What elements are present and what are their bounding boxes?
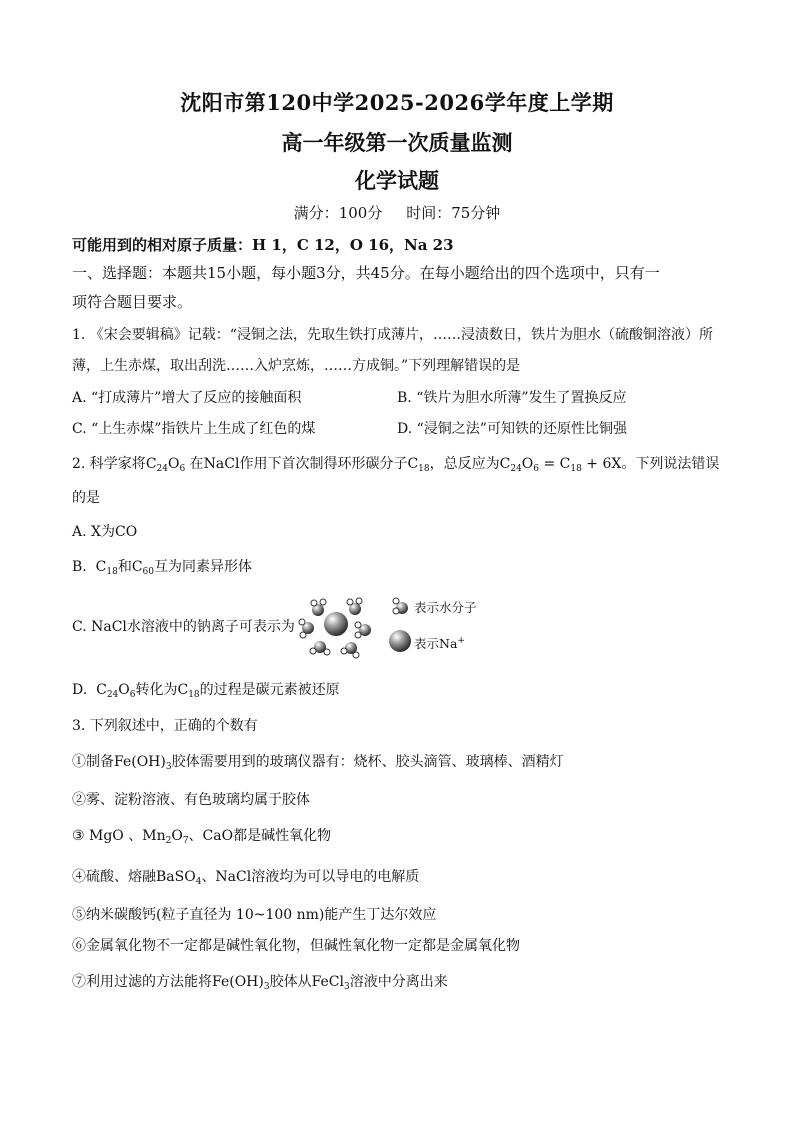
- school-title: 沈阳市第120中学2025-2026学年度上学期: [180, 90, 614, 115]
- q2-b-mid: 和: [117, 559, 132, 575]
- q3-statement-5: ⑤纳米碳酸钙(粒子直径为 10~100 nm)能产生丁达尔效应: [72, 907, 437, 923]
- q3-s1-prefix: ①制备: [72, 754, 114, 770]
- q3-s3-prefix: ③ MgO 、: [72, 828, 143, 844]
- q3-s1-suffix: 胶体需要用到的玻璃仪器有：烧杯、胶头滴管、玻璃棒、酒精灯: [171, 754, 564, 770]
- q1-option-a: A. “打成薄片”增大了反应的接触面积: [72, 390, 302, 406]
- q2-b-prefix: B.: [72, 559, 87, 575]
- q3-stem: 3. 下列叙述中，正确的个数有: [72, 718, 258, 734]
- q2-option-c: C. NaCl水溶液中的钠离子可表示为: [72, 619, 295, 635]
- q3-statement-6: ⑥金属氧化物不一定都是碱性氧化物，但碱性氧化物一定都是金属氧化物: [72, 938, 520, 954]
- section1-line1: 一、选择题：本题共15小题，每小题3分，共45分。在每小题给出的四个选项中，只有一: [72, 264, 660, 282]
- q2-b-suffix: 互为同素异形体: [154, 559, 252, 575]
- legend-sodium-label: [414, 634, 465, 652]
- q3-statement-1: ①制备$Fe(OH)_3$胶体需要用到的玻璃仪器有：烧杯、胶头滴管、玻璃棒、酒精灯: [72, 754, 564, 772]
- time-unit: 分钟: [470, 204, 501, 222]
- exam-meta: [0, 202, 794, 223]
- score-unit: 分: [367, 204, 383, 222]
- reaction-equation: $C_{24}O_6 = C_{18} + 6X$: [499, 456, 622, 474]
- q3-statement-2: ②雾、淀粉溶液、有色玻璃均属于胶体: [72, 792, 310, 808]
- q3-statement-7: ⑦利用过滤的方法能将$Fe(OH)_3$胶体从FeCl$_3$溶液中分离出来: [72, 974, 448, 992]
- q3-statement-4: ④硫酸、熔融BaSO$_4$、NaCl溶液均为可以导电的电解质: [72, 869, 420, 887]
- atomic-masses: 可能用到的相对原子质量：H 1，C 12，O 16，Na 23: [72, 236, 454, 254]
- legend-water-icon: [393, 598, 408, 614]
- exam-title: 高一年级第一次质量监测: [281, 130, 513, 155]
- q2-d-mid: 转化为: [135, 682, 178, 698]
- q2-text-2: 在NaCl作用下首次制得环形碳分子: [189, 456, 408, 472]
- q1-stem-line2: 薄，上生赤煤，取出刮洗……入炉烹炼，……方成铜。”下列理解错误的是: [72, 358, 521, 374]
- sodium-ion-icon: [324, 612, 348, 636]
- q2-option-a: A. X为CO: [72, 524, 138, 540]
- score-label: 满分：: [293, 204, 339, 222]
- legend-sodium-icon: [389, 630, 411, 652]
- q2-d-suffix: 的过程是碳元素被还原: [199, 682, 340, 698]
- q3-s7-prefix: ⑦利用过滤的方法能将: [72, 974, 212, 990]
- q1-option-c: C. “上生赤煤”指铁片上生成了红色的煤: [72, 421, 316, 437]
- q1-option-d: D. “浸铜之法”可知铁的还原性比铜强: [397, 421, 627, 437]
- q1-option-b: B. “铁片为胆水所薄”发生了置换反应: [397, 390, 627, 406]
- q3-statement-3: ③ MgO 、$Mn_2O_7$、CaO都是碱性氧化物: [72, 828, 332, 846]
- q3-s3-suffix: 、CaO都是碱性氧化物: [188, 828, 332, 844]
- q3-s7-suffix: 溶液中分离出来: [349, 974, 448, 990]
- time-value: 75: [451, 204, 471, 222]
- score-value: 100: [338, 204, 368, 222]
- q2-text-4: 。下列说法错误: [621, 456, 720, 472]
- q2-stem-line2: 的是: [72, 490, 100, 506]
- section1-line2: 项符合题目要求。: [72, 293, 193, 311]
- q2-d-prefix: D.: [72, 682, 88, 698]
- q3-s4-suffix: 、NaCl溶液均为可以导电的电解质: [201, 869, 420, 885]
- time-label: 时间：: [406, 204, 452, 222]
- q2-option-d: D. $C_{24}O_6$转化为$C_{18}$的过程是碳元素被还原: [72, 682, 340, 700]
- subject-title: 化学试题: [355, 168, 439, 193]
- q3-s4-prefix: ④硫酸、熔融: [72, 869, 156, 885]
- legend-na-charge: +: [457, 635, 465, 646]
- q1-stem-line1: 1. 《宋会要辑稿》记载：“浸铜之法，先取生铁打成薄片，……浸渍数日，铁片为胆水（硫酸铜溶液）所: [72, 327, 713, 343]
- q2-option-b: B. $C_{18}$和$C_{60}$互为同素异形体: [72, 559, 252, 577]
- legend-water-label: 表示水分子: [414, 600, 477, 615]
- q2-stem-line1: [72, 453, 719, 474]
- q2-text-1: 2. 科学家将: [72, 456, 146, 472]
- formula-c24o6: $C_{24}O_6$: [145, 456, 186, 474]
- q2-text-3: ，总反应为: [429, 456, 500, 472]
- formula-c18: $C_{18}$: [407, 456, 430, 474]
- legend-na-text: 表示Na: [414, 636, 458, 651]
- q3-s7-mid: 胶体从: [269, 974, 312, 990]
